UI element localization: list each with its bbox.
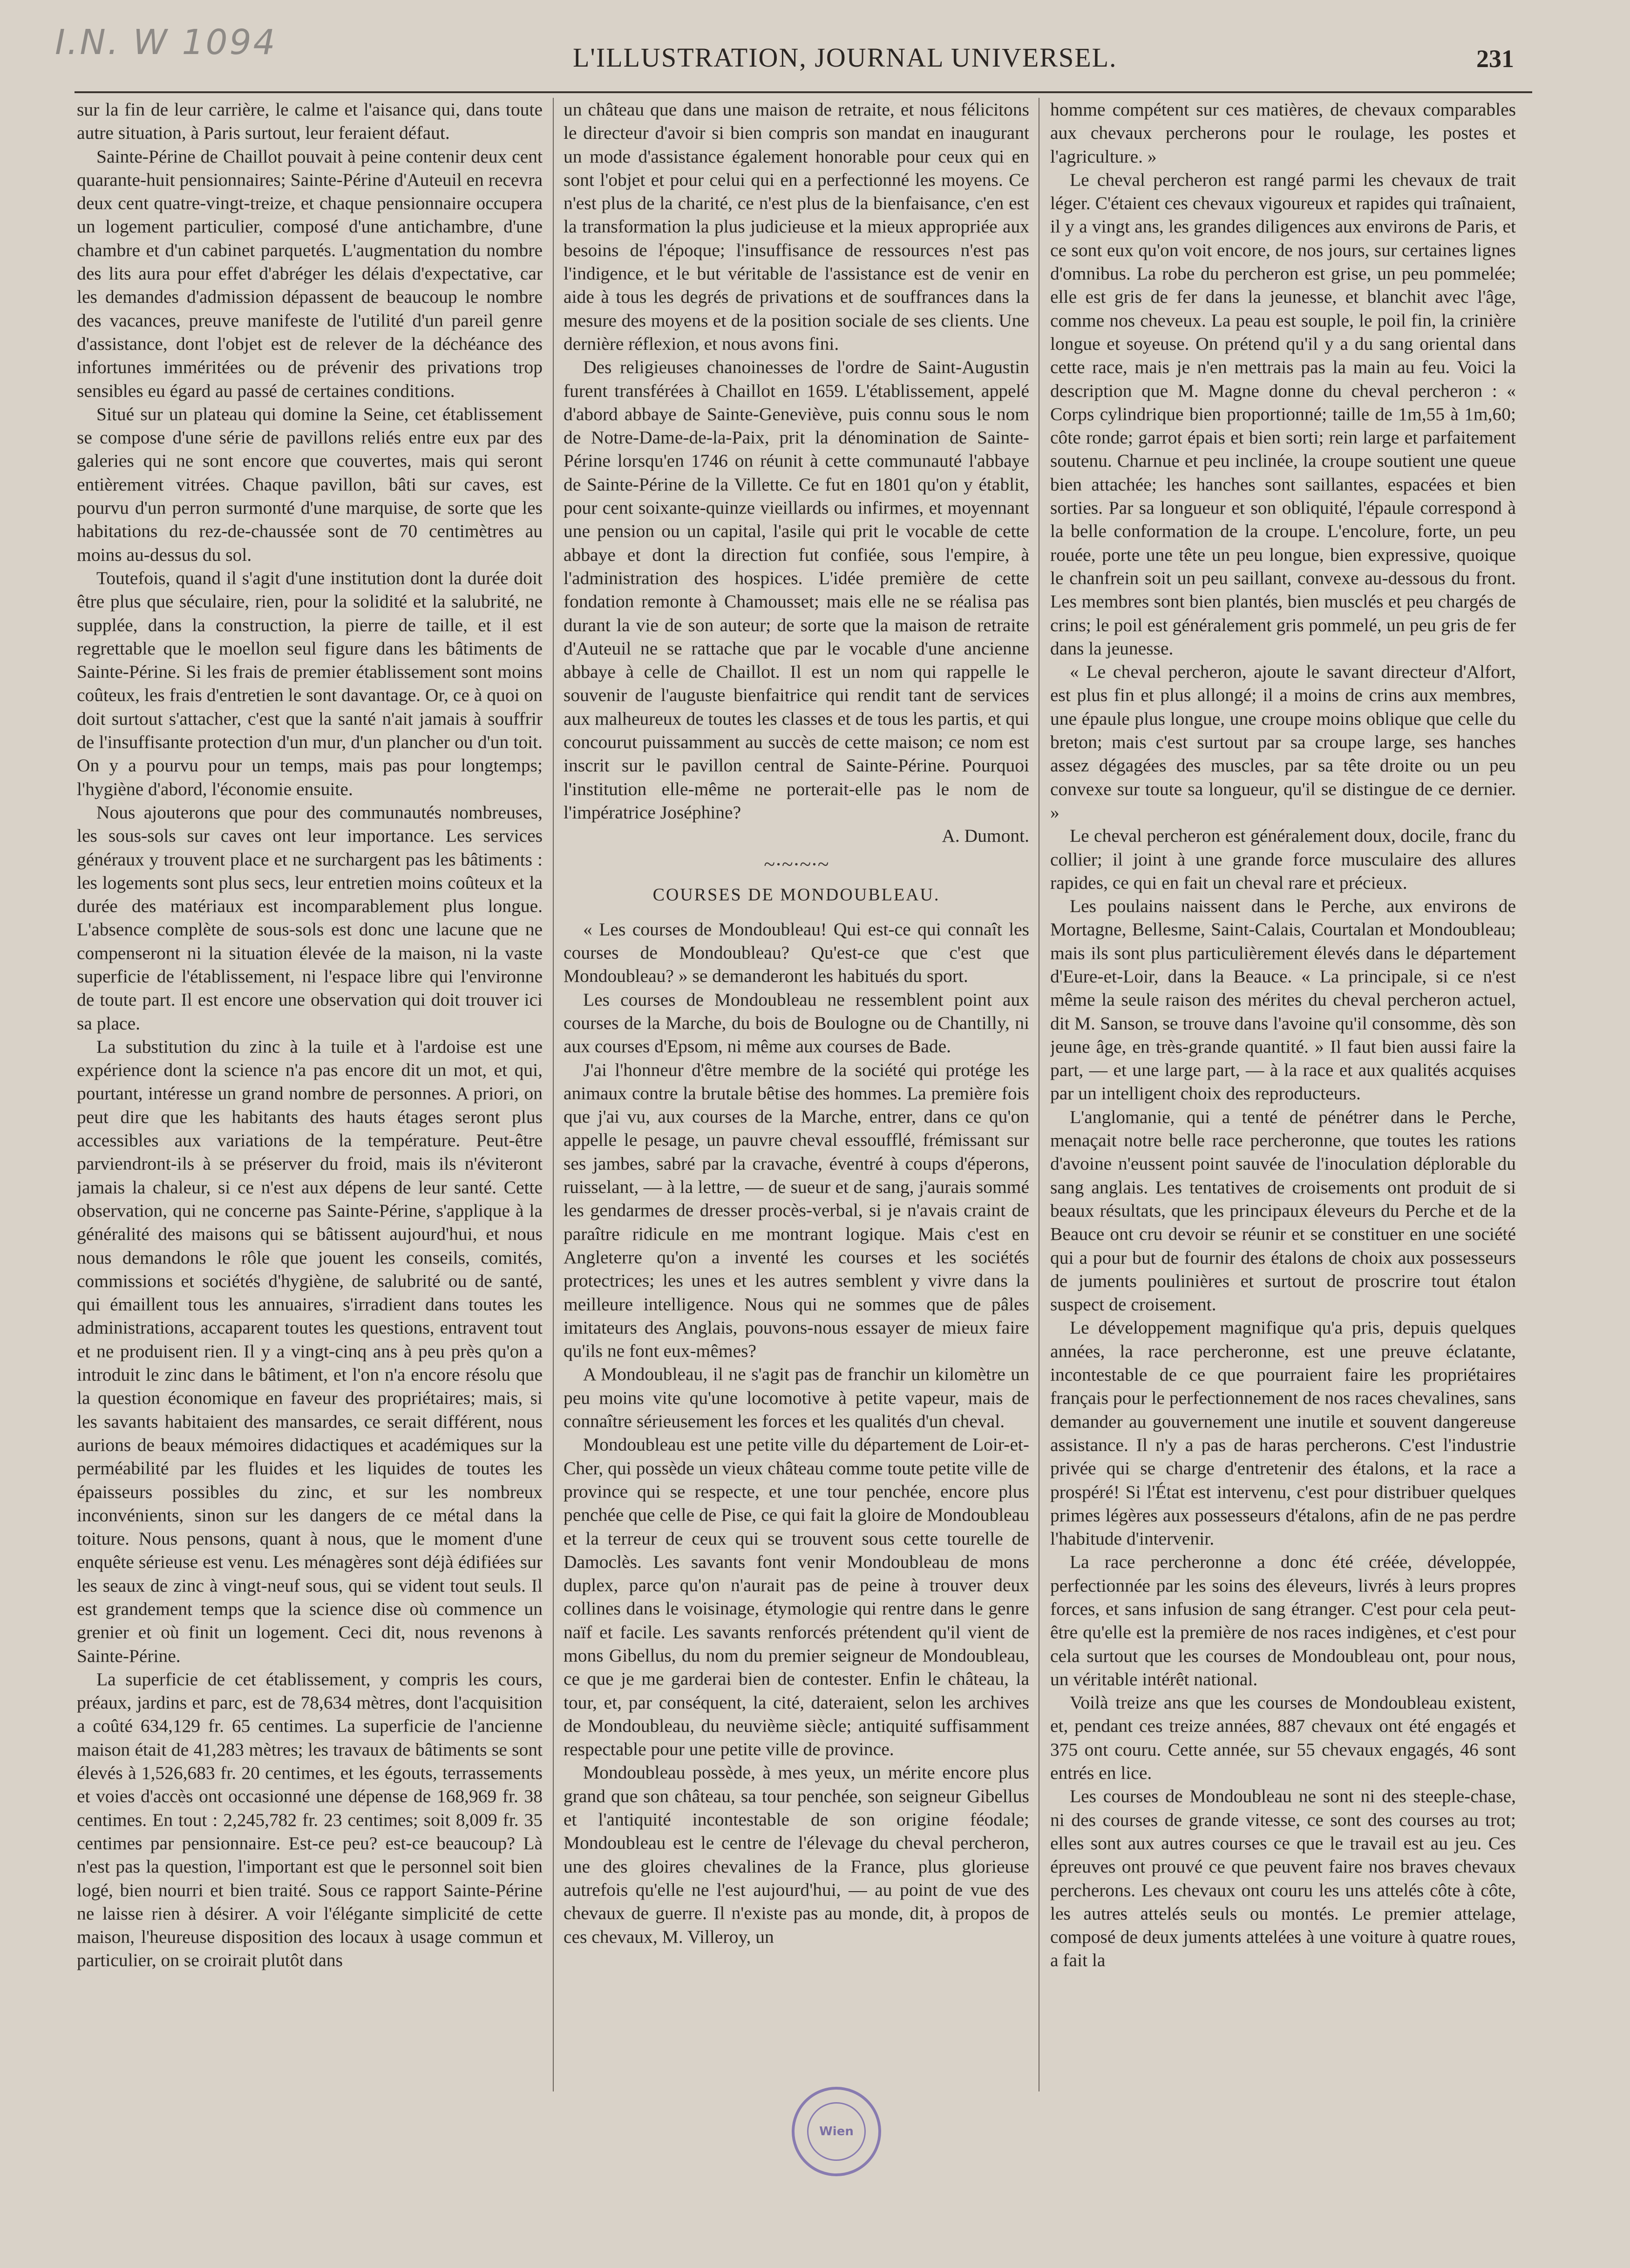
paragraph: Nous ajouterons que pour des communautés nombreuses, les sous-sols sur caves ont leur importance. Les services généraux y trouvent place et ne surchargent pas les bâtiments : les logements sont plus secs, leur entretien moins coûteux et la durée des matériaux est incomparablement plus longue. L'absence complète de sous-sols est donc une lacune que ne compenseront ni la situation élevée de la maison, ni la vaste superficie de l'établissement, ni l'espace libre qui l'environne de toute part. Il est encore une observation qui doit trouver ici sa place. bbox=[77, 802, 543, 1034]
paragraph: « Le cheval percheron, ajoute le savant directeur d'Alfort, est plus fin et plus allongé; il a moins de crins aux membres, une épaule plus longue, une croupe moins oblique que celle du breton; mais c'est surtout par sa croupe large, ses hanches assez dégagées des muscles, par sa tête droite ou un peu convexe sur toute sa longueur, qu'il se distingue de ce dernier. » bbox=[1050, 661, 1516, 823]
paragraph: La substitution du zinc à la tuile et à l'ardoise est une expérience dont la science n'a pas encore dit un mot, et qui, pourtant, intéresse un grand nombre de personnes. A priori, on peut dire que les habitants des hauts étages seront plus accessibles aux variations de la température. Peut-être parviendront-ils à se préserver du froid, mais ils n'éviteront jamais la chaleur, si ce n'est aux dépens de leur santé. Cette observation, qui ne concerne pas Sainte-Périne, s'applique à la généralité des maisons qui se bâtissent aujourd'hui, et nous nous demandons le rôle que jouent les conseils, comités, commissions et sociétés d'hygiène, de salubrité ou de santé, qui émaillent tous les annuaires, s'irradient dans toutes les administrations, accaparent toutes les questions, entravent tout et ne produisent rien. Il y a vingt-cinq ans à peu près qu'on a introduit le zinc dans le bâtiment, et l'on n'a encore résolu que la question économique en faveur des propriétaires; mais, si les savants habitaient des mansardes, ce serait différent, nous aurions de beaux mémoires didactiques et académiques sur la perméabilité par les fluides et les liquides de toutes les épaisseurs possibles du zinc, et sur les nombreux inconvénients, sinon sur les dangers de ce métal dans la toiture. Nous pensons, quant à nous, que le moment d'une enquête sérieuse est venu. Les ménagères sont déjà édifiées sur les seaux de zinc à vingt-neuf sous, qui se vident tout seuls. Il est grandement temps que la science dise où commence un grenier et où finit un logement. Ceci dit, nous revenons à Sainte-Périne. bbox=[77, 1036, 543, 1666]
paragraph: un château que dans une maison de retraite, et nous félicitons le directeur d'avoir si bien compris son mandat en inaugurant un mode d'assistance également honorable pour ceux qui en sont l'objet et pour celui qui en a perfectionné les moyens. Ce n'est plus de la charité, ce n'est plus de la bienfaisance, c'en est la transformation la plus judicieuse et la mieux appropriée aux besoins de l'époque; l'insuffisance de ressources n'est pas l'indigence, et le but véritable de l'assistance est de venir en aide à tous les degrés de privations et de souffrances dans la mesure des moyens et de la position sociale de ses clients. Une dernière réflexion, et nous avons fini. bbox=[564, 99, 1029, 354]
paragraph: Sainte-Périne de Chaillot pouvait à peine contenir deux cent quarante-huit pensionnaires; Sainte-Périne d'Auteuil en recevra deux cent quatre-vingt-treize, et chaque pensionnaire occupera un logement particulier, composé d'une antichambre, d'une chambre et d'un cabinet parquetés. L'augmentation du nombre des lits aura pour effet d'abréger les délais d'expectative, car les demandes d'admission dépassent de beaucoup le nombre des vacances, preuve manifeste de l'utilité d'un pareil genre d'assistance, dont l'objet est de relever de la déchéance des infortunes imméritées ou de prévenir des privations trop sensibles eu égard au passé de certaines conditions. bbox=[77, 146, 543, 401]
column-2 bbox=[564, 98, 1029, 2119]
paragraph: « Les courses de Mondoubleau! Qui est-ce qui connaît les courses de Mondoubleau? Qu'est-ce que c'est que Mondoubleau? » se demanderont les habitués du sport. bbox=[564, 919, 1029, 987]
paragraph: Le cheval percheron est généralement doux, docile, franc du collier; il joint à une grande force musculaire des allures rapides, ce qui en fait un cheval rare et précieux. bbox=[1050, 825, 1516, 893]
paragraph: Le cheval percheron est rangé parmi les chevaux de trait léger. C'étaient ces chevaux vigoureux et rapides qui traînaient, il y a vingt ans, les grandes diligences aux environs de Paris, et ce sont eux qu'on voit encore, de nos jours, sur certaines lignes d'omnibus. La robe du percheron est grise, un peu pommelée; elle est gris de fer dans la jeunesse, et blanchit avec l'âge, comme nos cheveux. La peau est souple, le poil fin, la crinière longue et soyeuse. On prétend qu'il y a du sang oriental dans cette race, mais je n'en mettrais pas la main au feu. Voici la description que M. Magne donne du cheval percheron : « Corps cylindrique bien proportionné; taille de 1m,55 à 1m,60; côte ronde; garrot épais et bien sorti; rein large et parfaitement soutenu. Charnue et peu inclinée, la croupe soutient une queue bien attachée; les hanches sont saillantes, espacées et bien sorties. Par sa longueur et son obliquité, l'épaule correspond à la belle conformation de la croupe. L'encolure, forte, un peu rouée, porte une tête un peu longue, bien expressive, quoique le chanfrein soit un peu saillant, convexe au-dessous du front. Les membres sont bien plantés, bien musclés et peu chargés de crins; le poil est généralement gris pommelé, un peu gris de fer dans la jeunesse. bbox=[1050, 169, 1516, 659]
paragraph: sur la fin de leur carrière, le calme et l'aisance qui, dans toute autre situation, à Paris surtout, leur feraient défaut. bbox=[77, 99, 543, 143]
page-number: 231 bbox=[1476, 45, 1514, 73]
header-rule bbox=[75, 91, 1532, 93]
paragraph: Mondoubleau est une petite ville du département de Loir-et-Cher, qui possède un vieux château comme toute petite ville de province qui se respecte, et une tour penchée, encore plus penchée que celle de Pise, ce qui fait la gloire de Mondoubleau et la terreur de ceux qui se trouvent sous cette tourelle de Damoclès. Les savants font venir Mondoubleau de mons duplex, parce qu'on n'aurait pas de peine à trouver deux collines dans le voisinage, étymologie qui rentre dans le genre naïf et facile. Les savants renforcés prétendent qu'il vient de mons Gibellus, du nom du premier seigneur de Mondoubleau, ce que je me garderai bien de contester. Enfin le château, la tour, et, par conséquent, la cité, dateraient, selon les archives de Mondoubleau, du neuvième siècle; antiquité suffisamment respectable pour une petite ville de province. bbox=[564, 1434, 1029, 1760]
paragraph: Situé sur un plateau qui domine la Seine, cet établissement se compose d'une série de pavillons reliés entre eux par des galeries qui ne sont encore que couvertes, mais qui seront entièrement vitrées. Chaque pavillon, bâti sur caves, est pourvu d'un perron surmonté d'une marquise, de sorte que les habitations du rez-de-chaussée sont de 70 centimètres au moins au-dessus du sol. bbox=[77, 403, 543, 565]
inventory-mark: I.N. W 1094 bbox=[55, 22, 277, 62]
paragraph: Voilà treize ans que les courses de Mondoubleau existent, et, pendant ces treize années, 887 chevaux ont été engagés et 375 ont couru. Cette année, sur 55 chevaux engagés, 46 sont entrés en lice. bbox=[1050, 1692, 1516, 1784]
paragraph: Des religieuses chanoinesses de l'ordre de Saint-Augustin furent transférées à Chaillot en 1659. L'établissement, appelé d'abord abbaye de Sainte-Geneviève, puis connu sous le nom de Notre-Dame-de-la-Paix, prit la dénomination de Sainte-Périne lorsqu'en 1746 on réunit à cette communauté l'abbaye de Sainte-Périne de la Villette. Ce fut en 1801 qu'on y établit, pour cent soixante-quinze vieillards ou infirmes, et moyennant une pension ou un capital, l'asile qui prit le vocable de cette abbaye et dont la direction fut confiée, sous l'empire, à l'administration des hospices. L'idée première de cette fondation remonte à Chamousset; mais elle ne se réalisa pas durant la vie de son auteur; de sorte que la maison de retraite d'Auteuil ne se rattache que par le vocable d'une ancienne abbaye à celle de Chaillot. Il est un nom qui rappelle le souvenir de l'auguste bienfaitrice qui rendit tant de services aux malheureux de toutes les classes et de tous les partis, et qui concourut puissamment au succès de cette maison; ce nom est inscrit sur le pavillon central de Sainte-Périne. Pourquoi l'institution elle-même ne porterait-elle pas le nom de l'impératrice Joséphine? bbox=[564, 357, 1029, 823]
paragraph: L'anglomanie, qui a tenté de pénétrer dans le Perche, menaçait notre belle race percheronne, que toutes les rations d'avoine n'eussent point sauvée de l'inoculation déplorable du sang anglais. Les tentatives de croisements ont produit de si beaux résultats, que les principaux éleveurs du Perche et de la Beauce ont cru devoir se réunir et se constituer en une société qui a pour but de fournir des étalons de choix aux possesseurs de juments poulinières et surtout de proscrire tout étalon suspect de croisement. bbox=[1050, 1106, 1516, 1315]
running-head: L'ILLUSTRATION, JOURNAL UNIVERSEL. bbox=[573, 42, 1117, 73]
paragraph: Le développement magnifique qu'a pris, depuis quelques années, la race percheronne, est une preuve éclatante, incontestable de ce que pourraient faire les propriétaires français pour le perfectionnement de nos races chevalines, sans demander au gouvernement une inutile et souvent dangereuse assistance. Il n'y a pas de haras percherons. C'est l'industrie privée qui se charge d'entretenir des étalons, et la race a prospéré! Si l'État est intervenu, c'est pour distribuer quelques primes légères aux possesseurs d'étalons, afin de ne pas perdre l'habitude d'intervenir. bbox=[1050, 1317, 1516, 1549]
stamp-inner-ring bbox=[807, 2102, 866, 2161]
stamp-text: Wien bbox=[819, 2125, 854, 2139]
paragraph: Toutefois, quand il s'agit d'une institution dont la durée doit être plus que séculaire, rien, pour la solidité et la salubrité, ne supplée, dans la construction, la pierre de taille, et il est regrettable que le moellon seul figure dans les bâtiments de Sainte-Périne. Si les frais de premier établissement sont moins coûteux, les frais d'entretien le sont davantage. Or, ce à quoi on doit surtout s'attacher, c'est que la santé n'ait jamais à souffrir de l'insuffisante protection d'un mur, d'un plancher ou d'un toit. On y a pourvu pour un temps, mais pas pour longtemps; l'hygiène d'abord, l'économie ensuite. bbox=[77, 567, 543, 799]
paragraph: J'ai l'honneur d'être membre de la société qui protége les animaux contre la brutale bêtise des hommes. La première fois que j'ai vu, aux courses de la Marche, entrer, dans ce qu'on appelle le pesage, un pauvre cheval essoufflé, frémissant sur ses jambes, sabré par la cravache, éventré à coups d'éperons, ruisselant, — à la lettre, — de sueur et de sang, j'aurais sommé les gendarmes de dresser procès-verbal, si je n'avais craint de paraître ridicule en me montrant logique. Mais c'est en Angleterre qu'on a inventé les courses et les sociétés protectrices; les unes et les autres semblent y vivre dans la meilleure intelligence. Nous qui ne sommes que de pâles imitateurs des Anglais, pouvons-nous essayer de mieux faire qu'ils ne font eux-mêmes? bbox=[564, 1059, 1029, 1362]
paragraph: Mondoubleau possède, à mes yeux, un mérite encore plus grand que son château, sa tour penchée, son seigneur Gibellus et l'antiquité incontestable de son origine féodale; Mondoubleau est le centre de l'élevage du cheval percheron, une des gloires chevalines de la France, plus glorieuse autrefois qu'elle ne l'est aujourd'hui, — au point de vue des chevaux de guerre. Il n'existe pas au monde, dit, à propos de ces chevaux, M. Villeroy, un bbox=[564, 1762, 1029, 1947]
library-stamp bbox=[792, 2087, 881, 2176]
section-ornament: ~·~·~·~ bbox=[764, 852, 829, 876]
column-1 bbox=[77, 98, 543, 2119]
paragraph: La superficie de cet établissement, y compris les cours, préaux, jardins et parc, est de 78,634 mètres, dont l'acquisition a coûté 634,129 fr. 65 centimes. La superficie de l'ancienne maison était de 41,283 mètres; les travaux de bâtiments se sont élevés à 1,526,683 fr. 20 centimes, et les égouts, terrassements et voies d'accès ont occasionné une dépense de 168,969 fr. 38 centimes. En tout : 2,245,782 fr. 23 centimes; soit 8,009 fr. 35 centimes par pensionnaire. Est-ce peu? est-ce beaucoup? Là n'est pas la question, l'important est que le personnel soit bien logé, bien nourri et bien traité. Sous ce rapport Sainte-Périne ne laisse rien à désirer. A voir l'élégante simplicité de cette maison, l'heureuse disposition des locaux à usage commun et particulier, on se croirait plutôt dans bbox=[77, 1669, 543, 1971]
author-signature: A. Dumont. bbox=[942, 825, 1029, 846]
paragraph: La race percheronne a donc été créée, développée, perfectionnée par les soins des éleveurs, livrés à leurs propres forces, et sans infusion de sang étranger. C'est pour cela peut-être qu'elle est la première de nos races indigènes, et c'est pour cela surtout que les courses de Mondoubleau ont, pour nous, un véritable intérêt national. bbox=[1050, 1552, 1516, 1689]
section-title: COURSES DE MONDOUBLEAU. bbox=[652, 885, 940, 905]
paragraph: A Mondoubleau, il ne s'agit pas de franchir un kilomètre un peu moins vite qu'une locomotive à petite vapeur, mais de connaître sérieusement les forces et les qualités d'un cheval. bbox=[564, 1364, 1029, 1432]
column-divider bbox=[553, 98, 554, 2091]
paragraph: Les poulains naissent dans le Perche, aux environs de Mortagne, Bellesme, Saint-Calais, Courtalan et Mondoubleau; mais ils sont plus particulièrement élevés dans le département d'Eure-et-Loir, dans la Beauce. « La principale, si ce n'est même la seule raison des mérites du cheval percheron actuel, dit M. Sanson, se trouve dans l'avoine qu'il consomme, dès son jeune âge, en très-grande quantité. » Il faut bien aussi faire la part, — et une large part, — à la race et aux qualités acquises par un intelligent choix des reproducteurs. bbox=[1050, 896, 1516, 1104]
column-3 bbox=[1050, 98, 1516, 2119]
paragraph: Les courses de Mondoubleau ne ressemblent point aux courses de la Marche, du bois de Boulogne ou de Chantilly, ni aux courses d'Epsom, ni même aux courses de Bade. bbox=[564, 989, 1029, 1057]
paragraph: homme compétent sur ces matières, de chevaux comparables aux chevaux percherons pour le roulage, les postes et l'agriculture. » bbox=[1050, 99, 1516, 167]
paragraph: Les courses de Mondoubleau ne sont ni des steeple-chase, ni des courses de grande vitesse, ce sont des courses au trot; elles sont aux autres courses ce que le travail est au jeu. Ces épreuves ont prouvé ce que peuvent faire nos braves chevaux percherons. Les chevaux ont couru les uns attelés côte à côte, les autres attelés seuls ou montés. Le premier attelage, composé de deux juments attelées à une voiture à quatre roues, a fait la bbox=[1050, 1786, 1516, 1971]
